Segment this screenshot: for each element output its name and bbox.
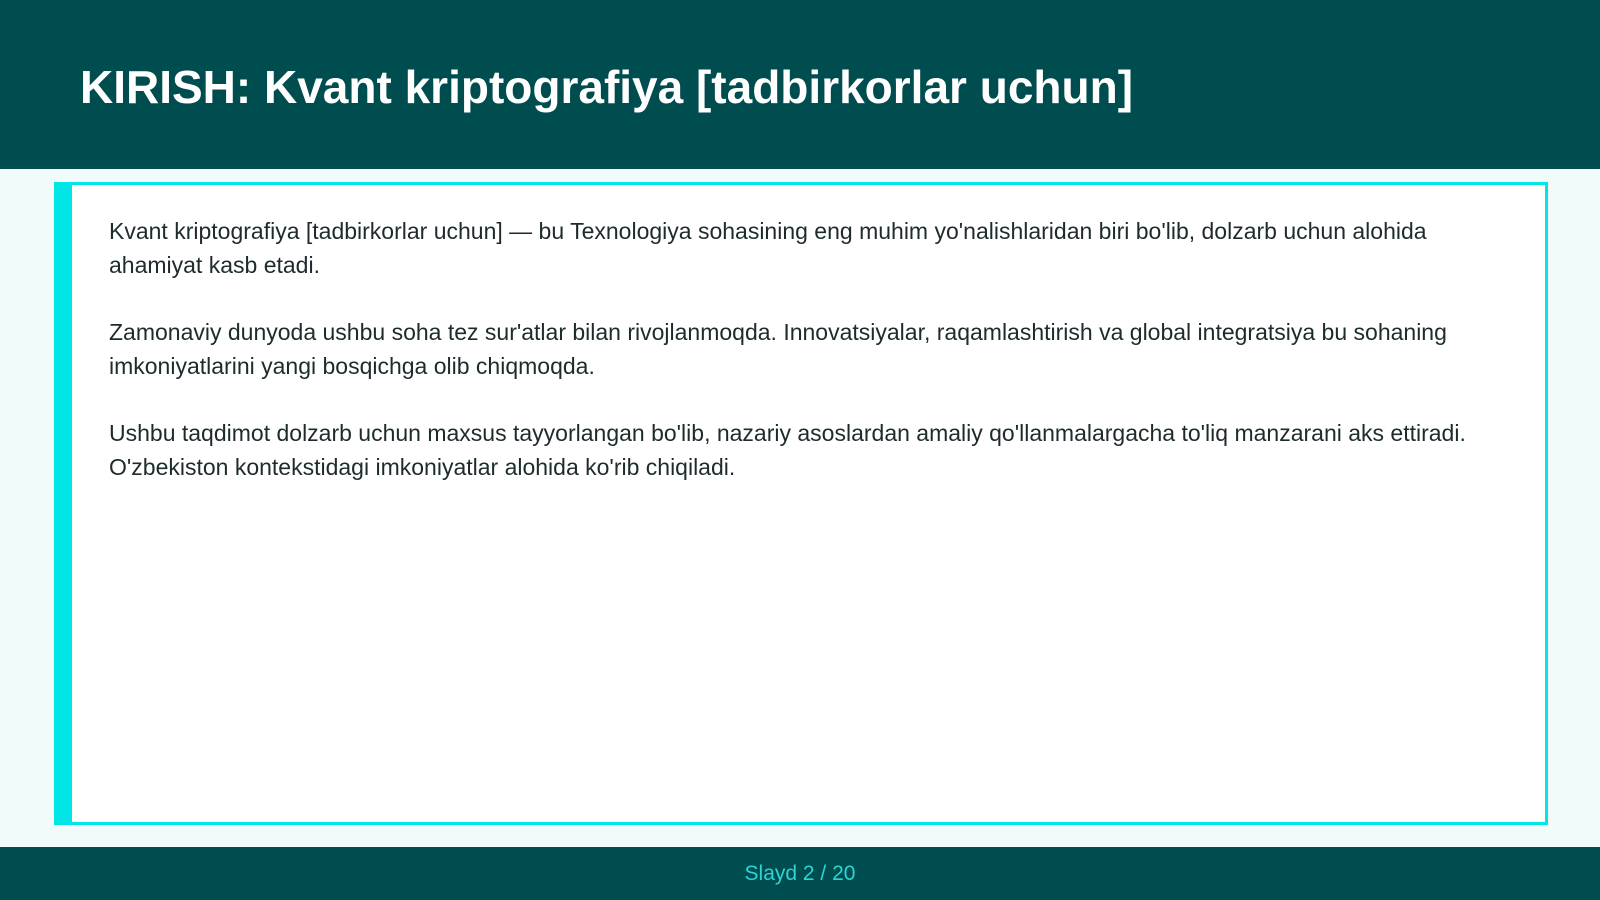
slide-footer [0, 847, 1600, 900]
slide-header [0, 0, 1600, 169]
slide-counter: Slayd 2 / 20 [744, 862, 856, 885]
paragraph-presentation-purpose: Ushbu taqdimot dolzarb uchun maxsus tayyorlangan bo'lib, nazariy asoslardan amaliy qo'llanmalargacha to'liq manzarani aks ettiradi. O'zbekiston kontekstidagi imkoniyatlar alohida ko'rib chiqiladi. [109, 420, 1466, 480]
paragraph-modern-world: Zamonaviy dunyoda ushbu soha tez sur'atlar bilan rivojlanmoqda. Innovatsiyalar, raqamlashtirish va global integratsiya bu sohaning imkoniyatlarini yangi bosqichga olib chiqmoqda. [109, 319, 1447, 379]
slide-title: KIRISH: Kvant kriptografiya [tadbirkorlar uchun] [80, 61, 1134, 113]
content-text [109, 214, 1509, 517]
paragraph-intro: Kvant kriptografiya [tadbirkorlar uchun] — bu Texnologiya sohasining eng muhim yo'nalishlaridan biri bo'lib, dolzarb uchun alohida ahamiyat kasb etadi. [109, 218, 1427, 278]
content-box [54, 182, 1548, 825]
